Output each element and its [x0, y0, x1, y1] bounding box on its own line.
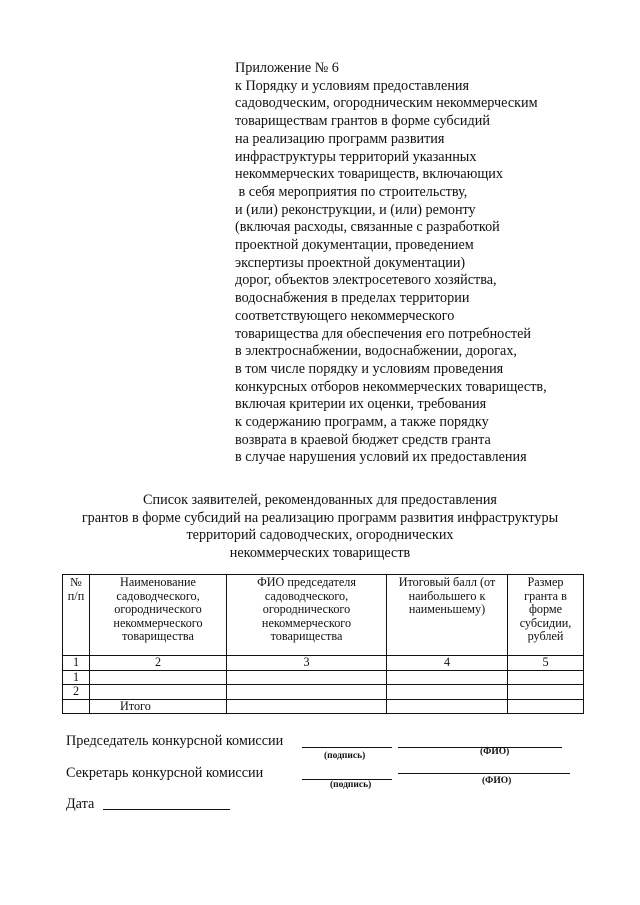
table-cell: [508, 699, 584, 714]
appendix-line: к содержанию программ, а также порядку: [235, 414, 489, 431]
secretary-name-caption: (ФИО): [482, 776, 512, 786]
table-cell: [227, 685, 387, 700]
appendix-line: возврата в краевой бюджет средств гранта: [235, 431, 491, 448]
column-number: 3: [227, 656, 387, 671]
table-row: [63, 685, 584, 700]
appendix-line: в том числе порядку и условиям проведения: [235, 360, 504, 377]
header-partnership-name: Наименование садоводческого, огороднического некоммерческого товарищества: [90, 575, 227, 656]
column-number: 5: [508, 656, 584, 671]
appendix-line: (включая расходы, связанные с разработкой: [235, 219, 500, 236]
column-number: 4: [387, 656, 508, 671]
table-cell: 1: [63, 670, 90, 685]
secretary-signature-caption: (подпись): [330, 780, 372, 790]
applicants-table: [62, 574, 584, 714]
table-cell: [227, 699, 387, 714]
total-label: Итого: [90, 699, 227, 714]
appendix-line: садоводческим, огородническим некоммерческим: [235, 95, 538, 112]
appendix-line: товарищества для обеспечения его потребностей: [235, 325, 532, 342]
appendix-line: водоснабжения в пределах территории: [235, 290, 470, 307]
table-cell: 2: [63, 685, 90, 700]
table-cell: [387, 685, 508, 700]
header-chairman-name: ФИО председателя садоводческого, огороднического некоммерческого товарищества: [227, 575, 387, 656]
list-title: [40, 492, 600, 562]
table-cell: [508, 685, 584, 700]
list-title-line: территорий садоводческих, огороднических: [186, 527, 454, 543]
table-cell: [387, 699, 508, 714]
appendix-line: Приложение № 6: [235, 60, 339, 76]
appendix-line: некоммерческих товариществ, включающих: [235, 166, 503, 183]
chairman-signature-caption: (подпись): [324, 751, 366, 761]
table-cell: [63, 699, 90, 714]
list-title-line: Список заявителей, рекомендованных для предоставления: [143, 492, 497, 508]
list-title-line: некоммерческих товариществ: [229, 544, 411, 561]
header-number: № п/п: [63, 575, 90, 656]
appendix-line: дорог, объектов электросетевого хозяйства,: [235, 272, 497, 289]
appendix-line: и (или) реконструкции, и (или) ремонту: [235, 201, 476, 218]
column-number: 1: [63, 656, 90, 671]
appendix-line: в себя мероприятия по строительству,: [235, 183, 468, 200]
appendix-line: соответствующего некоммерческого: [235, 307, 455, 324]
appendix-line: включая критерии их оценки, требования: [235, 396, 487, 413]
date-label: Дата: [66, 796, 95, 812]
table-header-row: [63, 575, 584, 656]
chairman-label: Председатель конкурсной комиссии: [66, 733, 284, 749]
table-total-row: [63, 699, 584, 714]
table-cell: [90, 670, 227, 685]
appendix-line: инфраструктуры территорий указанных: [235, 148, 477, 165]
secretary-label: Секретарь конкурсной комиссии: [66, 765, 264, 781]
chairman-signature-line: [302, 747, 392, 748]
appendix-line: экспертизы проектной документации): [235, 254, 466, 271]
table-row: [63, 670, 584, 685]
appendix-line: проектной документации, проведением: [235, 237, 474, 254]
table-cell: [90, 685, 227, 700]
table-cell: [227, 670, 387, 685]
appendix-line: в электроснабжении, водоснабжении, дорогах,: [235, 343, 517, 360]
date-line: [103, 809, 230, 810]
appendix-line: в случае нарушения условий их предоставления: [235, 449, 527, 466]
table-numbering-row: [63, 656, 584, 671]
secretary-name-line: [398, 773, 570, 774]
appendix-line: на реализацию программ развития: [235, 130, 445, 147]
appendix-line: к Порядку и условиям предоставления: [235, 77, 470, 94]
column-number: 2: [90, 656, 227, 671]
table-cell: [387, 670, 508, 685]
header-total-score: Итоговый балл (от наибольшего к наименьшему): [387, 575, 508, 656]
table-cell: [508, 670, 584, 685]
list-title-line: грантов в форме субсидий на реализацию программ развития инфраструктуры: [81, 509, 559, 526]
appendix-block: [235, 60, 635, 467]
header-grant-amount: Размер гранта в форме субсидии, рублей: [508, 575, 584, 656]
appendix-line: конкурсных отборов некоммерческих товариществ,: [235, 378, 547, 395]
appendix-line: товариществам грантов в форме субсидий: [235, 113, 490, 130]
chairman-name-caption: (ФИО): [480, 747, 510, 757]
